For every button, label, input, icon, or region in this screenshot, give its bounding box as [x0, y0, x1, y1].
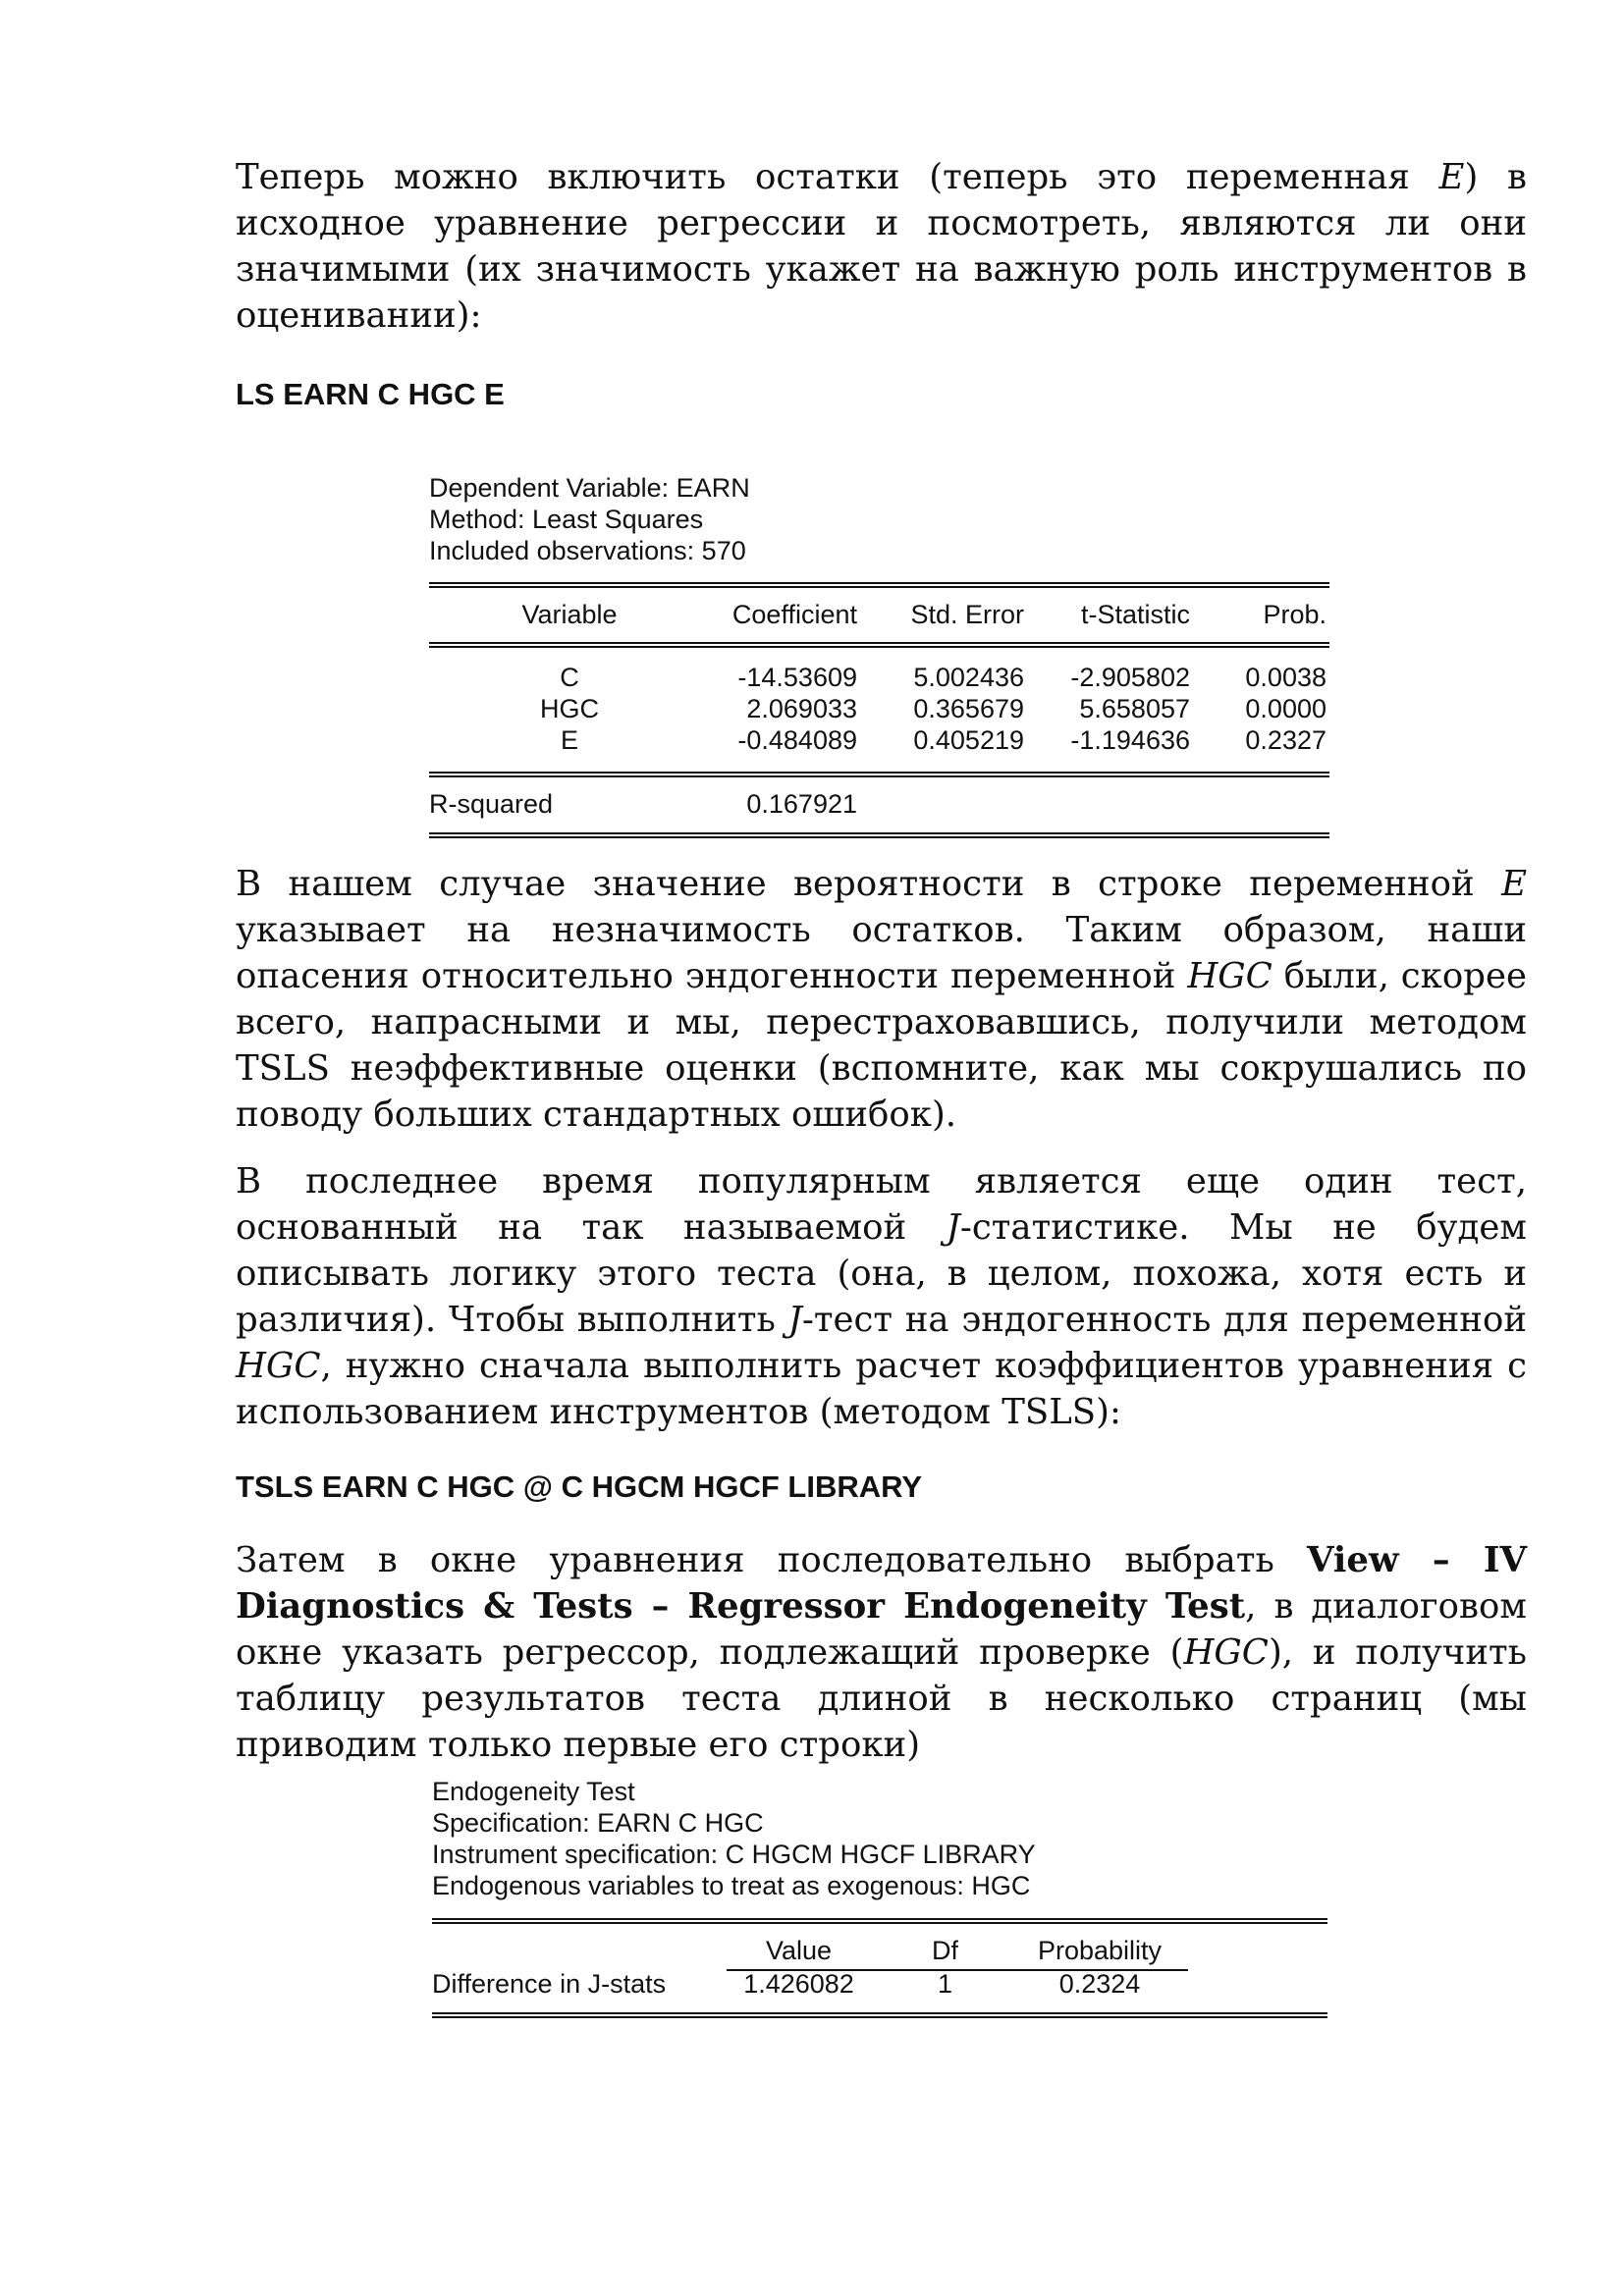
table-cell: 2.069033	[746, 694, 857, 723]
variable-j: J	[946, 1207, 960, 1248]
variable-e: E	[1438, 157, 1465, 197]
table-header-line: Dependent Variable: EARN	[429, 473, 750, 503]
table-header-line: Included observations: 570	[429, 536, 746, 565]
menu-path: View – IV Diagnostics & Tests – Regressor Endogeneity Test	[236, 1540, 1527, 1627]
text-span: были, скорее всего, напрасными и мы, перестраховавшись, получили методом TSLS неэффективные оценки (вспомните, как мы сокрушались по поводу больших стандартных ошибок).	[236, 956, 1527, 1135]
table-cell: 0.0000	[1245, 694, 1326, 723]
column-header: Std. Error	[910, 600, 1024, 629]
text-span: указывает на незначимость остатков. Таким образом, наши опасения относительно эндогенности переменной	[236, 910, 1527, 996]
table-cell: C	[560, 663, 579, 692]
variable-j: J	[787, 1300, 802, 1340]
text-span: -статистике. Мы не будем описывать логику этого теста (она, в целом, похожа, хотя есть и различия). Чтобы выполнить	[236, 1207, 1528, 1340]
column-header: Probability	[1037, 1936, 1163, 1965]
text-span: В последнее время популярным является еще один тест, основанный на так называемой	[236, 1161, 1527, 1248]
paragraph-view-menu	[236, 1537, 1527, 1768]
column-header: Value	[765, 1936, 833, 1965]
table-cell: -14.53609	[737, 663, 857, 692]
table-cell: 5.658057	[1079, 694, 1190, 723]
table-cell: -2.905802	[1070, 663, 1190, 692]
table-header-line: Instrument specification: C HGCM HGCF LIBRARY	[432, 1840, 1036, 1869]
table-rule	[429, 582, 1329, 588]
column-header: Df	[932, 1936, 958, 1965]
table-rule	[432, 2012, 1327, 2018]
table-cell: 0.365679	[913, 694, 1024, 723]
table-cell: HGC	[540, 694, 599, 723]
text-span: Теперь можно включить остатки (теперь это переменная	[236, 157, 1439, 197]
text-span: -тест на эндогенность для переменной	[801, 1300, 1527, 1340]
variable-hgc: HGC	[236, 1346, 321, 1386]
table-cell: E	[560, 725, 578, 755]
table-header-line: Method: Least Squares	[429, 505, 704, 534]
text-span: , нужно сначала выполнить расчет коэффициентов уравнения с использованием инструментов (методом TSLS):	[236, 1346, 1527, 1432]
column-header: Variable	[521, 600, 618, 629]
paragraph-interpretation	[236, 861, 1527, 1138]
text-span: Затем в окне уравнения последовательно выбрать	[236, 1540, 1307, 1580]
table-header-line: Endogeneity Test	[432, 1777, 635, 1806]
table-cell: 1	[937, 1969, 953, 1999]
variable-hgc: HGC	[1183, 1632, 1269, 1673]
table-cell: 0.405219	[913, 725, 1024, 755]
text-span: , в диалоговом окне указать регрессор, подлежащий проверке (	[236, 1586, 1527, 1673]
variable-hgc: HGC	[1187, 956, 1272, 996]
column-header: Coefficient	[731, 600, 857, 629]
r-squared-value: 0.167921	[746, 789, 857, 819]
table-cell: 0.2327	[1245, 725, 1326, 755]
table-cell: -0.484089	[737, 725, 857, 755]
table-rule	[429, 642, 1329, 648]
table-header-line: Specification: EARN C HGC	[432, 1808, 764, 1838]
table-cell: 0.2324	[1058, 1969, 1141, 1999]
paragraph-residuals-intro	[236, 154, 1527, 339]
table-rule	[429, 832, 1329, 838]
paragraph-j-test	[236, 1158, 1527, 1435]
text-span: ), и получить таблицу результатов теста длиной в несколько страниц (мы приводим только первые его строки)	[236, 1632, 1527, 1765]
table-cell: -1.194636	[1070, 725, 1190, 755]
column-header: t-Statistic	[1080, 600, 1190, 629]
r-squared-label: R-squared	[429, 789, 554, 819]
variable-e: E	[1501, 864, 1527, 904]
row-label: Difference in J-stats	[432, 1969, 667, 1999]
command-tsls: TSLS EARN C HGC @ C HGCM HGCF LIBRARY	[236, 1469, 923, 1504]
table-cell: 0.0038	[1245, 663, 1326, 692]
column-header: Prob.	[1263, 600, 1326, 629]
table-rule	[429, 772, 1329, 777]
command-ls: LS EARN C HGC E	[236, 377, 505, 411]
text-span: ) в исходное уравнение регрессии и посмотреть, являются ли они значимыми (их значимость укажет на важную роль инструментов в оценивании):	[236, 157, 1528, 336]
table-cell: 1.426082	[743, 1969, 854, 1999]
table-cell: 5.002436	[913, 663, 1024, 692]
table-header-line: Endogenous variables to treat as exogenous: HGC	[432, 1871, 1031, 1900]
table-rule	[432, 1918, 1327, 1924]
text-span: В нашем случае значение вероятности в строке переменной	[236, 864, 1502, 904]
